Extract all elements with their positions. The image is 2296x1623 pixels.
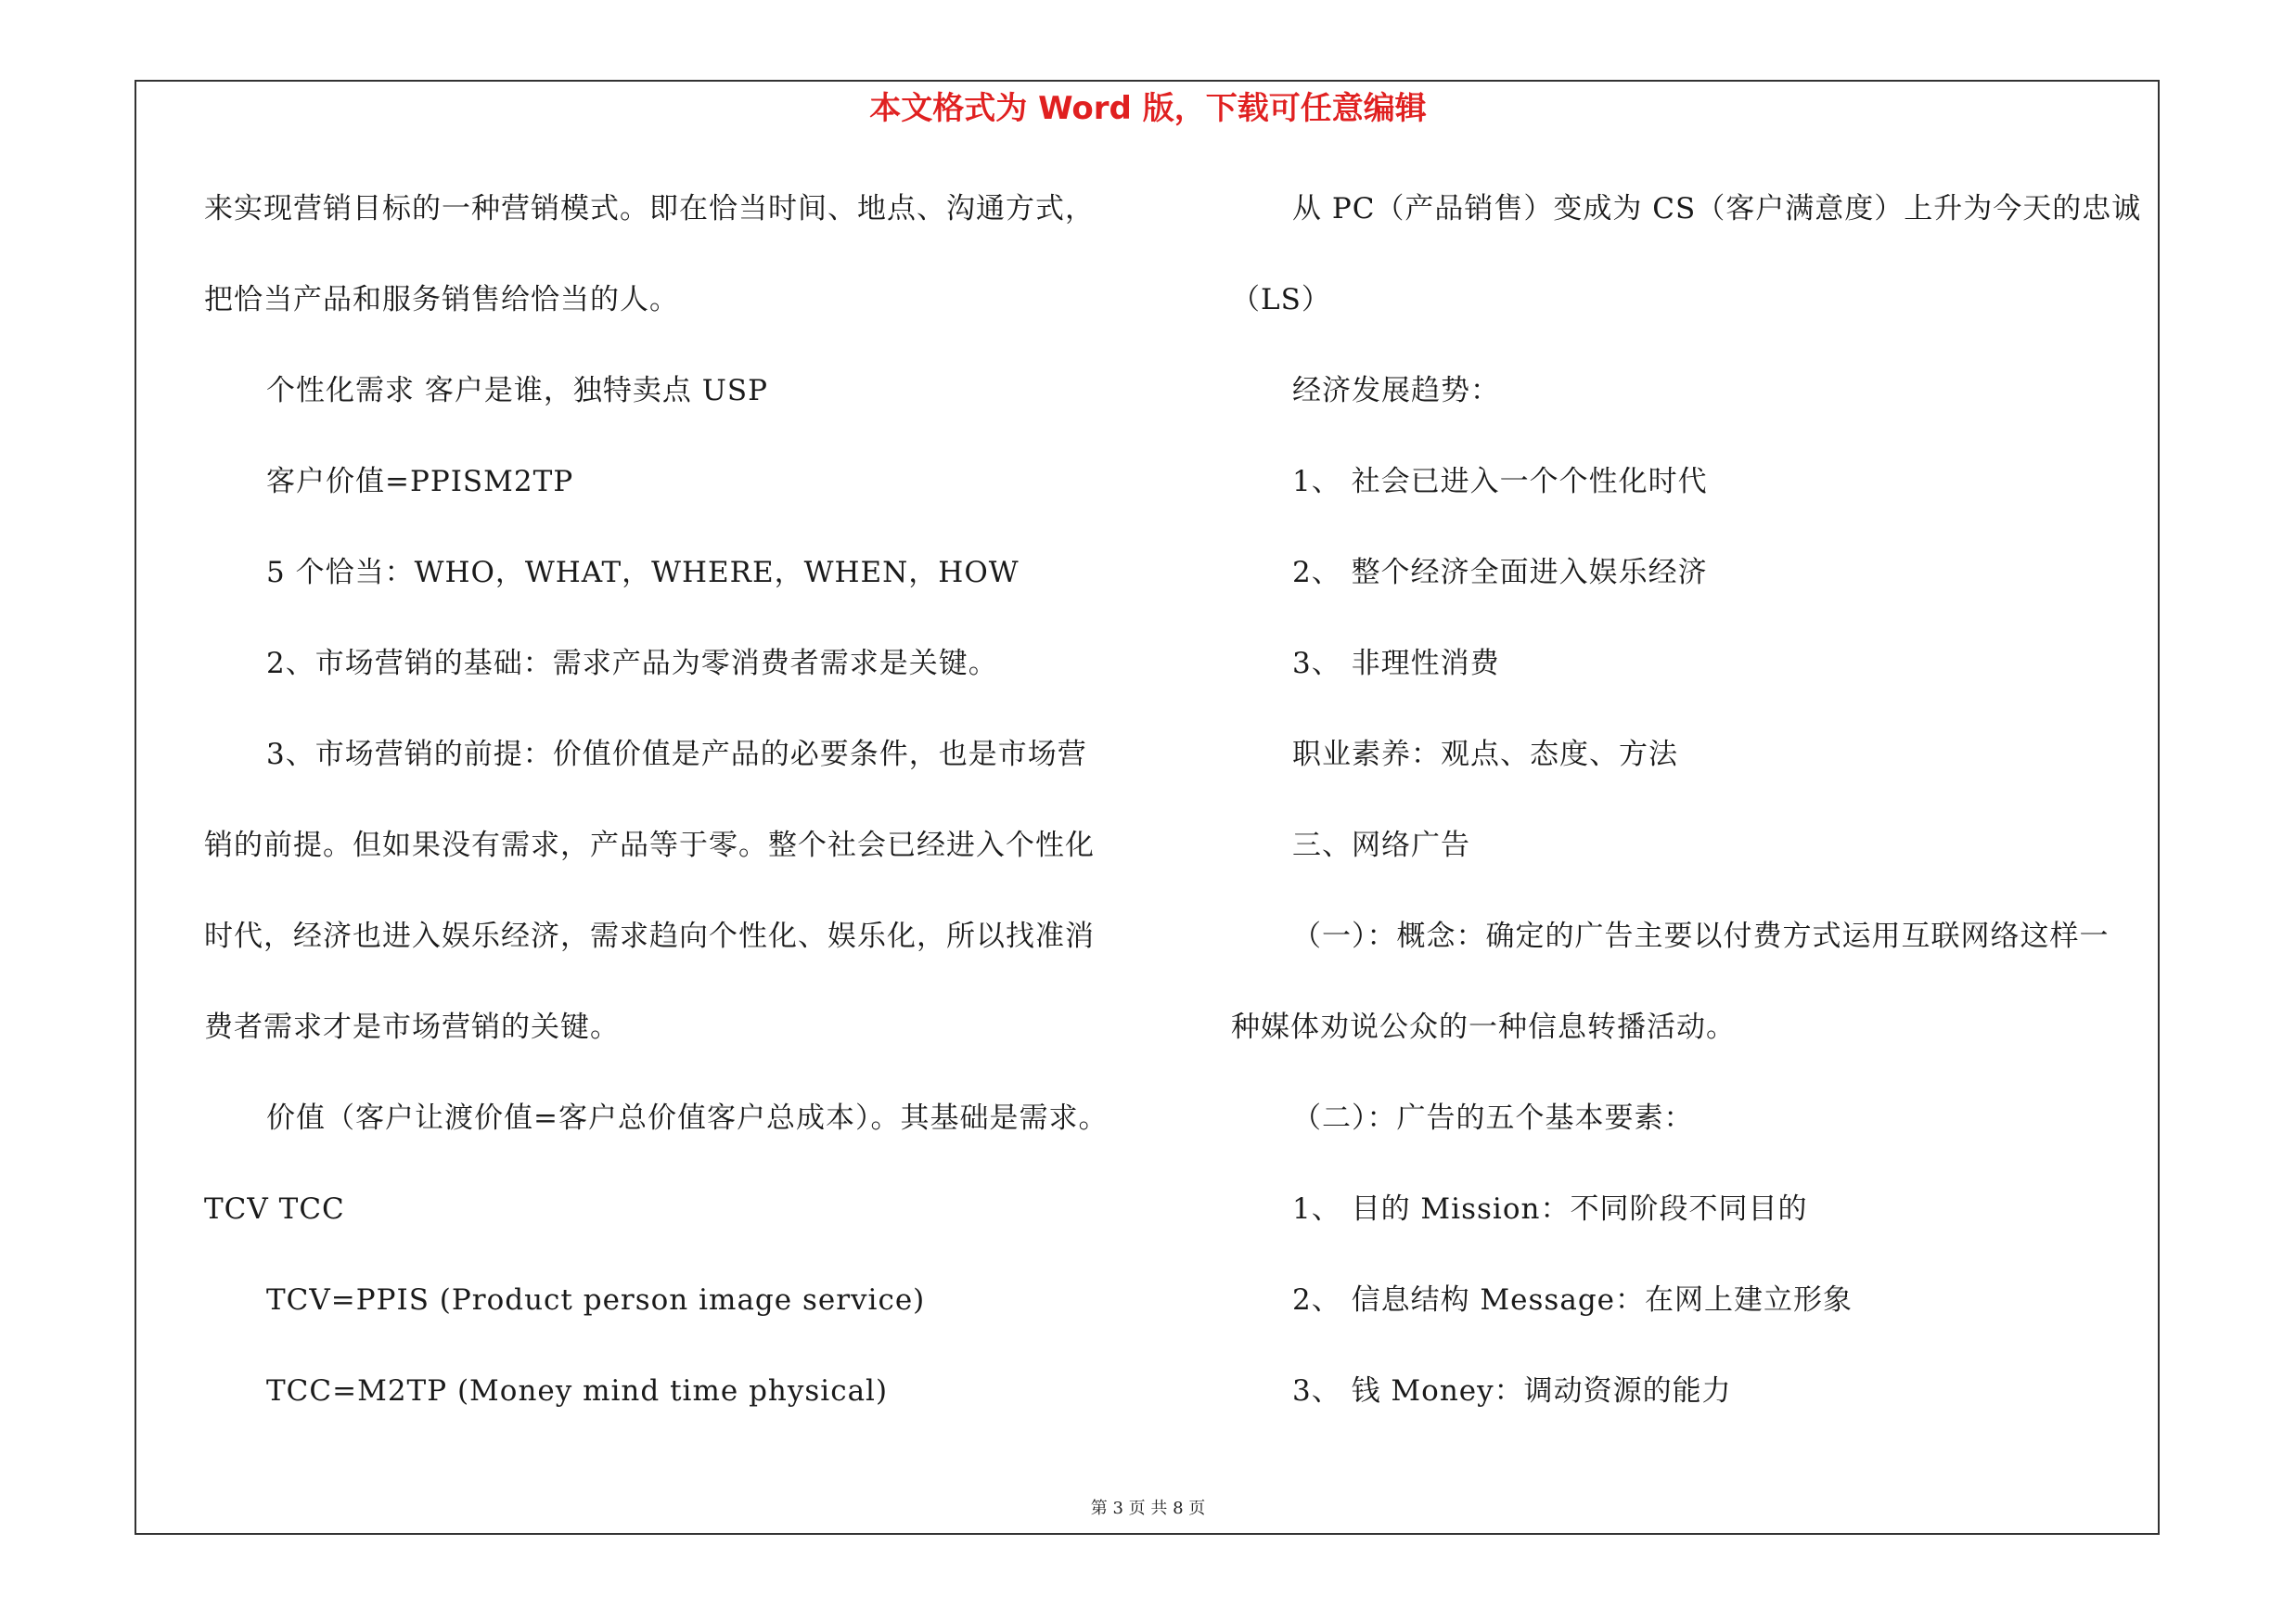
right-line-6: 3、 非理性消费 bbox=[1292, 647, 1500, 680]
left-line-11: 价值（客户让渡价值=客户总价值客户总成本）。其基础是需求。 bbox=[266, 1101, 1109, 1135]
left-line-7: 3、市场营销的前提：价值价值是产品的必要条件，也是市场营 bbox=[266, 738, 1087, 771]
left-line-12: TCV TCC bbox=[204, 1192, 345, 1226]
right-line-9: （一）：概念：确定的广告主要以付费方式运用互联网络这样一 bbox=[1292, 920, 2110, 953]
right-line-7: 职业素养：观点、态度、方法 bbox=[1292, 738, 1678, 771]
right-line-11: （二）：广告的五个基本要素： bbox=[1292, 1101, 1694, 1135]
right-line-5: 2、 整个经济全面进入娱乐经济 bbox=[1292, 556, 1708, 589]
left-line-1: 来实现营销目标的一种营销模式。即在恰当时间、地点、沟通方式， bbox=[204, 192, 1095, 225]
page-number: 第 3 页 共 8 页 bbox=[1090, 1499, 1206, 1518]
right-line-1: 从 PC（产品销售）变成为 CS（客户满意度）上升为今天的忠诚 bbox=[1292, 192, 2142, 225]
left-line-5: 5 个恰当：WHO，WHAT，WHERE，WHEN，HOW bbox=[266, 556, 1020, 589]
right-line-10: 种媒体劝说公众的一种信息转播活动。 bbox=[1231, 1011, 1736, 1044]
page-banner: 本文格式为 Word 版，下载可任意编辑 bbox=[869, 90, 1427, 127]
right-line-12: 1、 目的 Mission：不同阶段不同目的 bbox=[1292, 1192, 1808, 1226]
left-line-4: 客户价值=PPISM2TP bbox=[266, 465, 574, 498]
left-line-13: TCV=PPIS (Product person image service) bbox=[266, 1283, 926, 1317]
right-line-2: （LS） bbox=[1231, 283, 1331, 316]
left-line-6: 2、市场营销的基础：需求产品为零消费者需求是关键。 bbox=[266, 647, 998, 680]
left-line-14: TCC=M2TP (Money mind time physical) bbox=[266, 1374, 889, 1408]
right-line-13: 2、 信息结构 Message：在网上建立形象 bbox=[1292, 1283, 1853, 1317]
left-line-8: 销的前提。但如果没有需求，产品等于零。整个社会已经进入个性化 bbox=[204, 829, 1095, 862]
right-line-8: 三、网络广告 bbox=[1292, 829, 1470, 862]
left-line-10: 费者需求才是市场营销的关键。 bbox=[204, 1011, 620, 1044]
left-line-9: 时代，经济也进入娱乐经济，需求趋向个性化、娱乐化，所以找准消 bbox=[204, 920, 1095, 953]
left-line-3: 个性化需求 客户是谁，独特卖点 USP bbox=[266, 374, 768, 407]
left-line-2: 把恰当产品和服务销售给恰当的人。 bbox=[204, 283, 679, 316]
right-line-14: 3、 钱 Money：调动资源的能力 bbox=[1292, 1374, 1732, 1408]
right-line-4: 1、 社会已进入一个个性化时代 bbox=[1292, 465, 1708, 498]
right-line-3: 经济发展趋势： bbox=[1292, 374, 1500, 407]
